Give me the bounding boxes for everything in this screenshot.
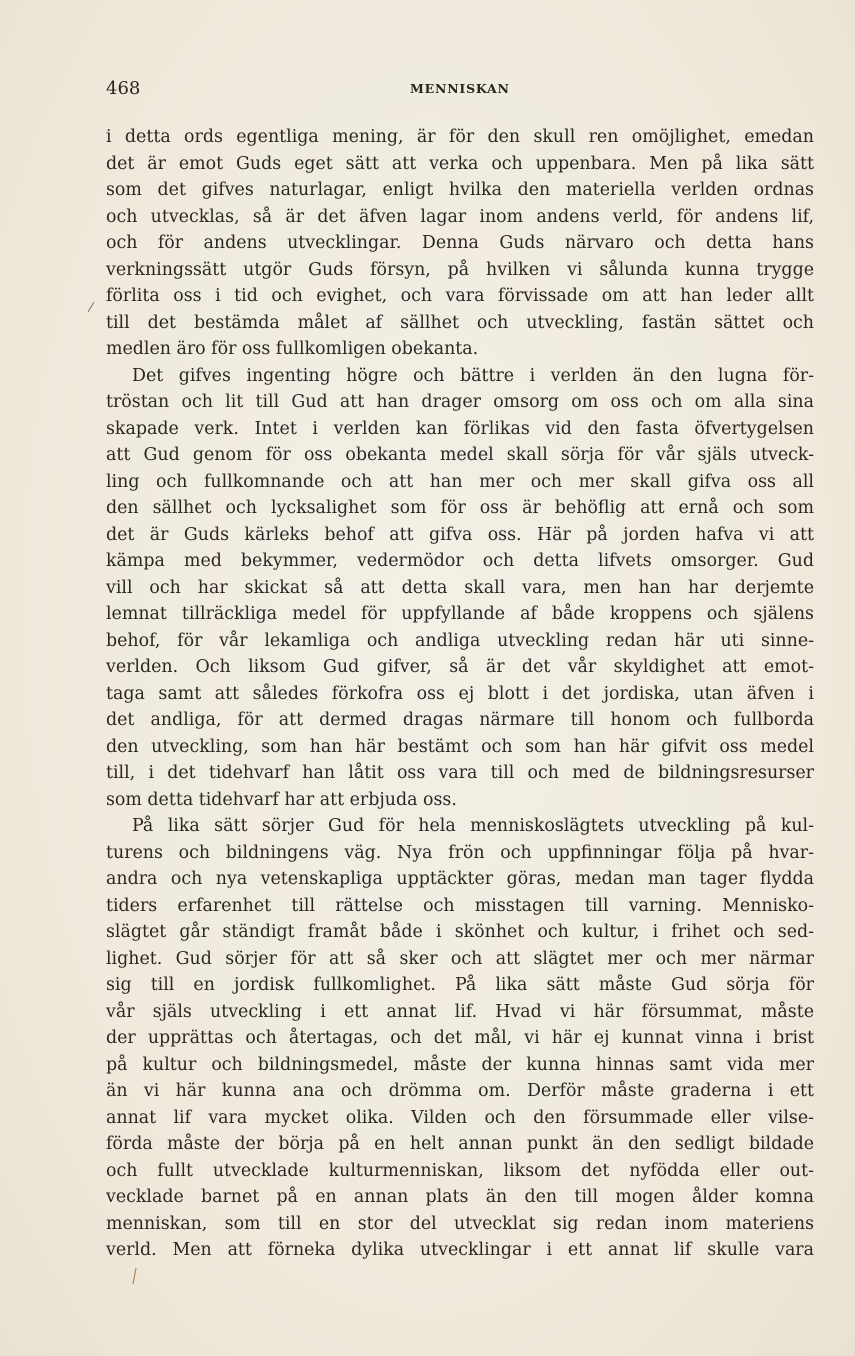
text-line: vecklade barnet på en annan plats än den till mogen ålder komna [106, 1187, 814, 1207]
text-line: tröstan och lit till Gud att han drager omsorg om oss och om alla sina [106, 392, 814, 412]
running-title: MENNISKAN [410, 81, 510, 96]
text-line: verkningssätt utgör Guds försyn, på hvilken vi sålunda kunna trygge [106, 259, 814, 280]
text-line: det andliga, för att dermed dragas närmare till honom och fullborda [106, 710, 814, 730]
text-line: än vi här kunna ana och drömma om. Derför måste graderna i ett [106, 1081, 814, 1101]
body-text [106, 124, 814, 1264]
text-line: den utveckling, som han här bestämt och som han här gifvit oss medel [106, 736, 814, 757]
text-line: lighet. Gud sörjer för att så sker och att slägtet mer och mer närmar [106, 948, 814, 969]
text-line: turens och bildningens väg. Nya frön och uppfinningar följa på hvar- [106, 842, 814, 863]
page-number: 468 [106, 78, 141, 99]
text-line: sig till en jordisk fullkomlighet. På lika sätt måste Gud sörja för [106, 975, 814, 995]
page-header [106, 78, 812, 102]
text-line: tiders erfarenhet till rättelse och misstagen till varning. Mennisko- [106, 895, 814, 916]
text-line: förda måste der börja på en helt annan punkt än den sedligt bildade [106, 1134, 814, 1154]
text-line: behof, för vår lekamliga och andliga utveckling redan här uti sinne- [106, 630, 814, 651]
text-line: och utvecklas, så är det äfven lagar inom andens verld, för andens lif, [106, 206, 814, 227]
text-line: På lika sätt sörjer Gud för hela menniskoslägtets utveckling på kul- [132, 816, 814, 836]
text-line: lemnat tillräckliga medel för uppfyllande af både kroppens och själens [106, 604, 814, 624]
text-line: slägtet går ständigt framåt både i skönhet och kultur, i frihet och sed- [106, 922, 814, 942]
text-line: det är Guds kärleks behof att gifva oss. Här på jorden hafva vi att [106, 524, 814, 545]
text-line: det är emot Guds eget sätt att verka och uppenbara. Men på lika sätt [106, 153, 814, 174]
text-line: taga samt att således förkofra oss ej blott i det jordiska, utan äfven i [106, 683, 814, 704]
text-line: verlden. Och liksom Gud gifver, så är det vår skyldighet att emot- [106, 657, 814, 677]
text-line: vår själs utveckling i ett annat lif. Hvad vi här försummat, måste [106, 1001, 814, 1022]
text-line: som det gifves naturlagar, enligt hvilka den materiella verlden ordnas [106, 180, 814, 200]
text-line: till, i det tidehvarf han låtit oss vara till och med de bildningsresurser [106, 763, 814, 783]
text-line: der upprättas och återtagas, och det mål, vi här ej kunnat vinna i brist [106, 1028, 814, 1048]
text-line: annat lif vara mycket olika. Vilden och den försummade eller vilse- [106, 1107, 814, 1128]
text-line: till det bestämda målet af sällhet och utveckling, fastän sättet och [106, 312, 814, 333]
text-line: medlen äro för oss fullkomligen obekanta. [106, 339, 479, 359]
text-line: på kultur och bildningsmedel, måste der kunna hinnas samt vida mer [106, 1054, 814, 1075]
text-line: att Gud genom för oss obekanta medel skall sörja för vår själs utveck- [106, 445, 814, 465]
text-line: Det gifves ingenting högre och bättre i verlden än den lugna för- [132, 365, 814, 386]
text-line: och för andens utvecklingar. Denna Guds närvaro och detta hans [106, 233, 814, 253]
pencil-mark [86, 300, 96, 314]
text-line: förlita oss i tid och evighet, och vara förvissade om att han leder allt [106, 286, 814, 306]
text-line: vill och har skickat så att detta skall vara, men han har derjemte [106, 577, 814, 598]
text-line: som detta tidehvarf har att erbjuda oss. [106, 789, 457, 810]
text-line: i detta ords egentliga mening, är för den skull ren omöjlighet, emedan [106, 127, 814, 147]
text-line: verld. Men att förneka dylika utvecklingar i ett annat lif skulle vara [106, 1240, 814, 1260]
text-line: och fullt utvecklade kulturmenniskan, liksom det nyfödda eller out- [106, 1160, 814, 1181]
pencil-mark [130, 1266, 140, 1286]
text-line: skapade verk. Intet i verlden kan förlikas vid den fasta öfvertygelsen [106, 418, 814, 439]
text-line: andra och nya vetenskapliga upptäckter göras, medan man tager flydda [106, 869, 814, 889]
text-line: ling och fullkomnande och att han mer och mer skall gifva oss all [106, 471, 814, 492]
text-line: den sällhet och lycksalighet som för oss är behöflig att ernå och som [106, 498, 814, 518]
text-line: menniskan, som till en stor del utvecklat sig redan inom materiens [106, 1213, 814, 1234]
text-line: kämpa med bekymmer, vedermödor och detta lifvets omsorger. Gud [106, 551, 814, 571]
